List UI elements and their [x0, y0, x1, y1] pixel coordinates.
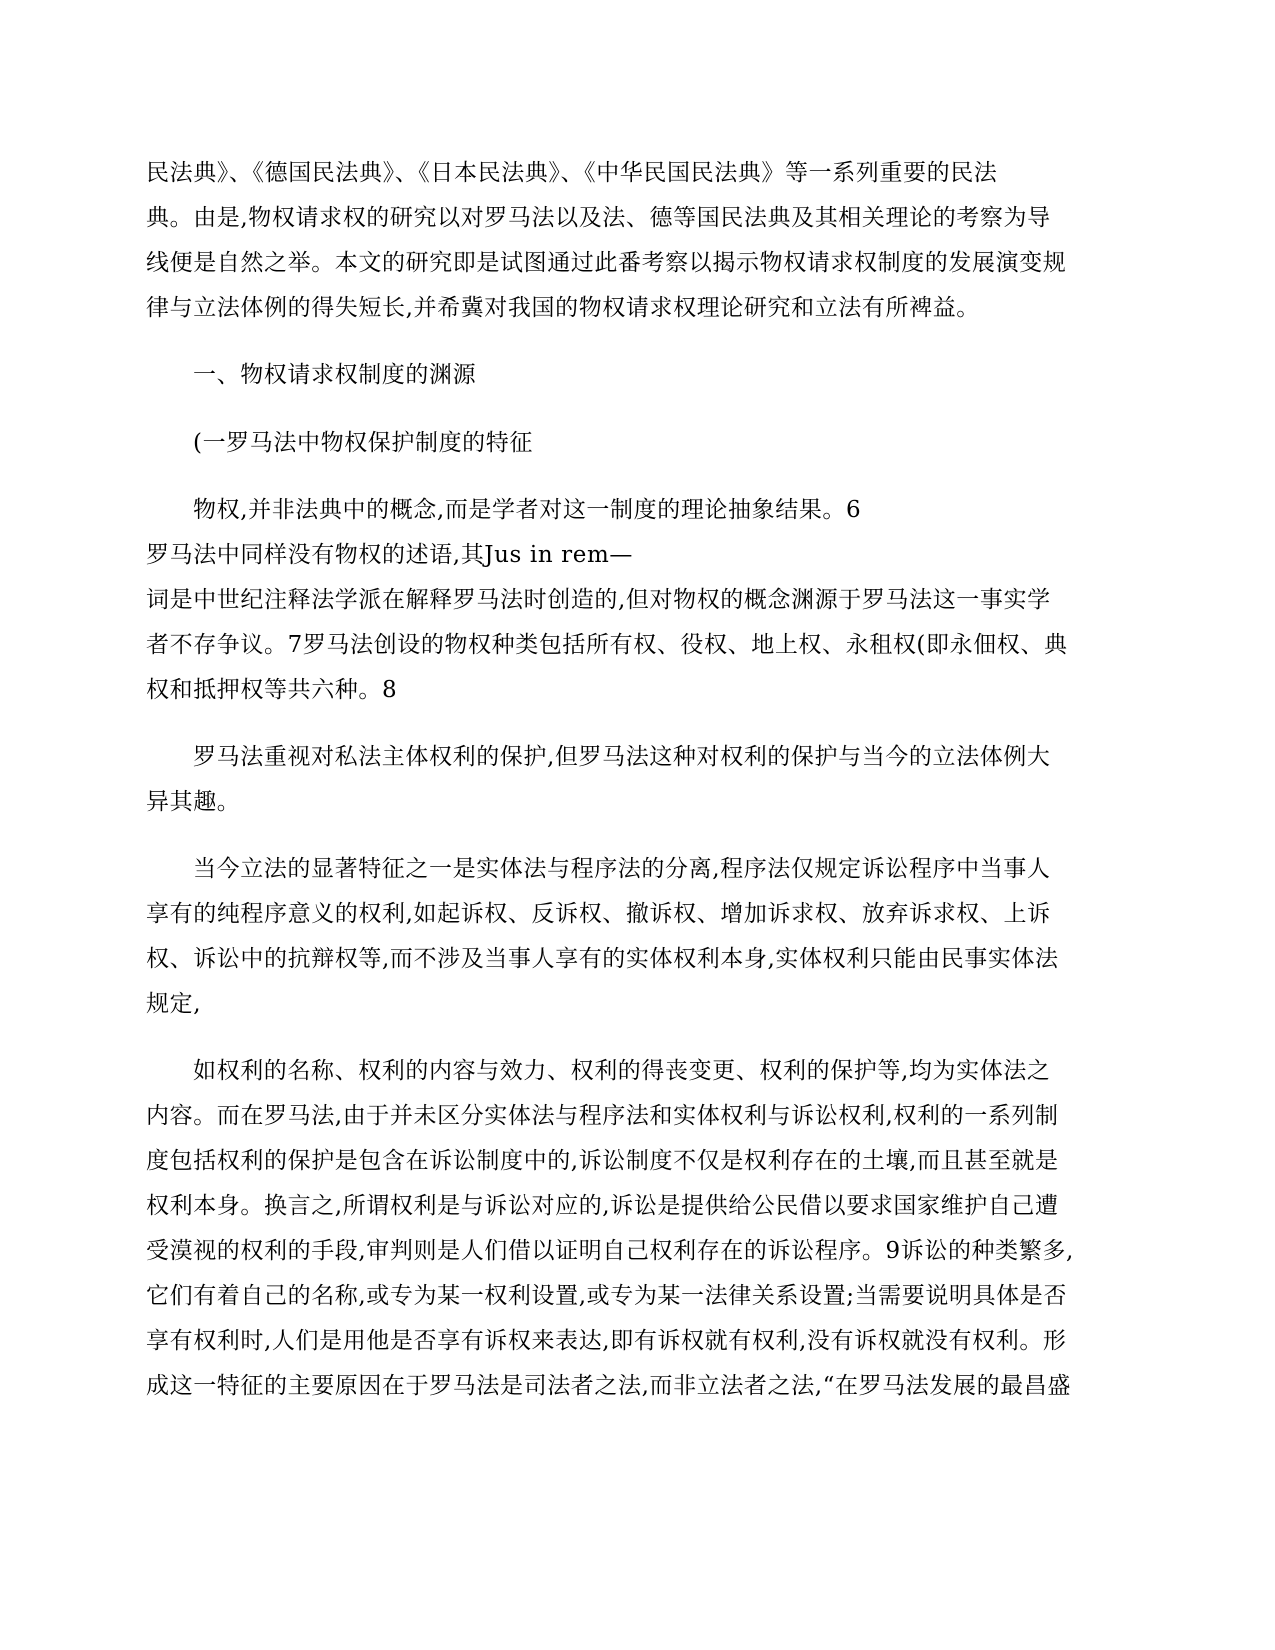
text-line: 内容。而在罗马法,由于并未区分实体法与程序法和实体权利与诉讼权利,权利的一系列制 — [146, 1103, 1059, 1129]
text-line: 如权利的名称、权利的内容与效力、权利的得丧变更、权利的保护等,均为实体法之 — [193, 1058, 1051, 1084]
text-line: 权利本身。换言之,所谓权利是与诉讼对应的,诉讼是提供给公民借以要求国家维护自己遭 — [146, 1193, 1059, 1219]
text-line: 它们有着自己的名称,或专为某一权利设置,或专为某一法律关系设置;当需要说明具体是否 — [146, 1283, 1067, 1309]
text-line: 罗马法重视对私法主体权利的保护,但罗马法这种对权利的保护与当今的立法体例大 — [193, 744, 1051, 770]
text-line: 成这一特征的主要原因在于罗马法是司法者之法,而非立法者之法,“在罗马法发展的最昌盛 — [146, 1373, 1071, 1399]
text-line: 罗马法中同样没有物权的述语,其Jus in rem— — [146, 542, 633, 568]
subsection-heading: (一罗马法中物权保护制度的特征 — [193, 430, 533, 456]
text-line: 者不存争议。7罗马法创设的物权种类包括所有权、役权、地上权、永租权(即永佃权、典 — [146, 632, 1068, 658]
text-line: 当今立法的显著特征之一是实体法与程序法的分离,程序法仅规定诉讼程序中当事人 — [193, 856, 1051, 882]
section-heading: 一、物权请求权制度的渊源 — [193, 362, 477, 388]
text-line: 典。由是,物权请求权的研究以对罗马法以及法、德等国民法典及其相关理论的考察为导 — [146, 205, 1051, 231]
text-line: 物权,并非法典中的概念,而是学者对这一制度的理论抽象结果。6 — [193, 497, 862, 523]
text-line: 享有的纯程序意义的权利,如起诉权、反诉权、撤诉权、增加诉求权、放弃诉求权、上诉 — [146, 901, 1051, 927]
text-line: 规定, — [146, 991, 202, 1017]
text-line: 律与立法体例的得失短长,并希冀对我国的物权请求权理论研究和立法有所裨益。 — [146, 295, 980, 321]
text-line: 享有权利时,人们是用他是否享有诉权来表达,即有诉权就有权利,没有诉权就没有权利。形 — [146, 1328, 1067, 1354]
text-line: 异其趣。 — [146, 789, 241, 815]
text-line: 词是中世纪注释法学派在解释罗马法时创造的,但对物权的概念渊源于罗马法这一事实学 — [146, 587, 1051, 613]
text-line: 权和抵押权等共六种。8 — [146, 677, 398, 703]
text-line: 受漠视的权利的手段,审判则是人们借以证明自己权利存在的诉讼程序。9诉讼的种类繁多, — [146, 1238, 1074, 1264]
text-line: 民法典》、《德国民法典》、《日本民法典》、《中华民国民法典》等一系列重要的民法 — [146, 160, 998, 186]
text-line: 度包括权利的保护是包含在诉讼制度中的,诉讼制度不仅是权利存在的土壤,而且甚至就是 — [146, 1148, 1059, 1174]
text-line: 线便是自然之举。本文的研究即是试图通过此番考察以揭示物权请求权制度的发展演变规 — [146, 250, 1067, 276]
text-line: 权、诉讼中的抗辩权等,而不涉及当事人享有的实体权利本身,实体权利只能由民事实体法 — [146, 946, 1059, 972]
